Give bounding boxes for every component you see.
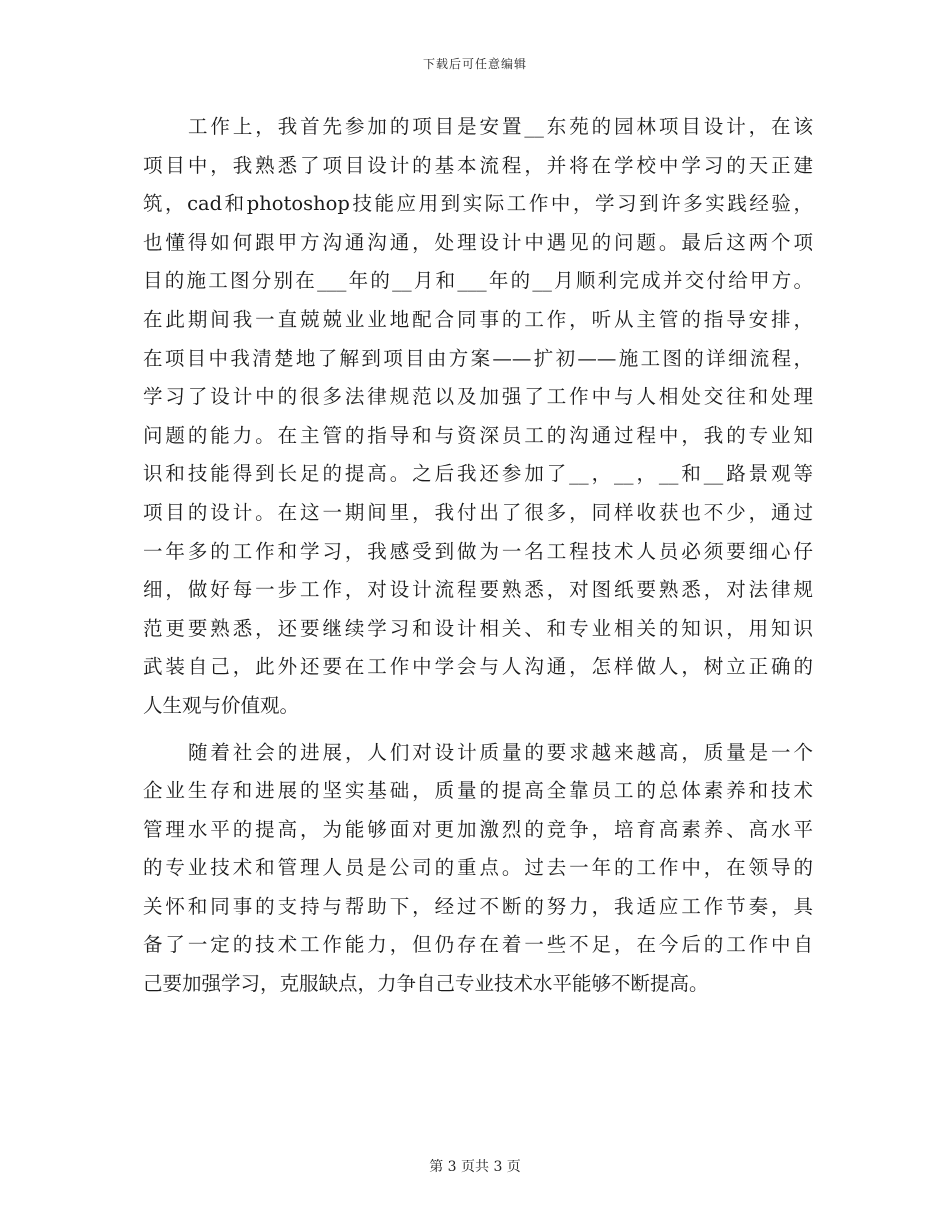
page-footer: 第 3 页共 3 页 (429, 1159, 521, 1175)
text-line: 细，做好每一步工作，对设计流程要熟悉，对图纸要熟悉，对法律规 (143, 578, 813, 602)
text-line: 项目的设计。在这一期间里，我付出了很多，同样收获也不少，通过 (143, 500, 813, 524)
text-line: 企业生存和进展的坚实基础，质量的提高全靠员工的总体素养和技术 (143, 779, 813, 803)
text-line: 项目中，我熟悉了项目设计的基本流程，并将在学校中学习的天正建 (143, 153, 813, 177)
text-line: 关怀和同事的支持与帮助下，经过不断的努力，我适应工作节奏，具 (143, 894, 813, 918)
text-line: 识和技能得到长足的提高。之后我还参加了__，__，__和__路景观等 (143, 462, 813, 486)
text-line: 的专业技术和管理人员是公司的重点。过去一年的工作中，在领导的 (143, 856, 813, 880)
paragraph-2 (143, 734, 813, 1004)
text-line: 在项目中我清楚地了解到项目由方案——扩初——施工图的详细流程， (143, 346, 813, 370)
text-line: 己要加强学习，克服缺点，力争自己专业技术水平能够不断提高。 (143, 972, 709, 996)
text-line: 管理水平的提高，为能够面对更加激烈的竞争，培育高素养、高水平 (143, 817, 813, 841)
document-body (143, 108, 813, 1004)
text-line: 随着社会的进展，人们对设计质量的要求越来越高，质量是一个 (188, 740, 813, 764)
text-line: 问题的能力。在主管的指导和与资深员工的沟通过程中，我的专业知 (143, 423, 813, 447)
text-line: 武装自己，此外还要在工作中学会与人沟通，怎样做人，树立正确的 (143, 655, 813, 679)
text-line: 筑，cad和photoshop技能应用到实际工作中，学习到许多实践经验， (143, 192, 813, 216)
text-line: 学习了设计中的很多法律规范以及加强了工作中与人相处交往和处理 (143, 385, 813, 409)
page-header: 下载后可任意编辑 (422, 57, 527, 71)
text-line: 一年多的工作和学习，我感受到做为一名工程技术人员必须要细心仔 (143, 539, 813, 563)
text-line: 范更要熟悉，还要继续学习和设计相关、和专业相关的知识，用知识 (143, 616, 813, 640)
text-line: 人生观与价值观。 (143, 693, 300, 717)
text-line: 也懂得如何跟甲方沟通沟通，处理设计中遇见的问题。最后这两个项 (143, 230, 813, 254)
paragraph-1 (143, 108, 813, 726)
text-line: 目的施工图分别在___年的__月和___年的__月顺利完成并交付给甲方。 (143, 269, 813, 293)
text-line: 工作上，我首先参加的项目是安置__东苑的园林项目设计，在该 (188, 115, 813, 138)
text-line: 在此期间我一直兢兢业业地配合同事的工作，听从主管的指导安排， (143, 307, 813, 331)
text-line: 备了一定的技术工作能力，但仍存在着一些不足，在今后的工作中自 (143, 933, 813, 957)
